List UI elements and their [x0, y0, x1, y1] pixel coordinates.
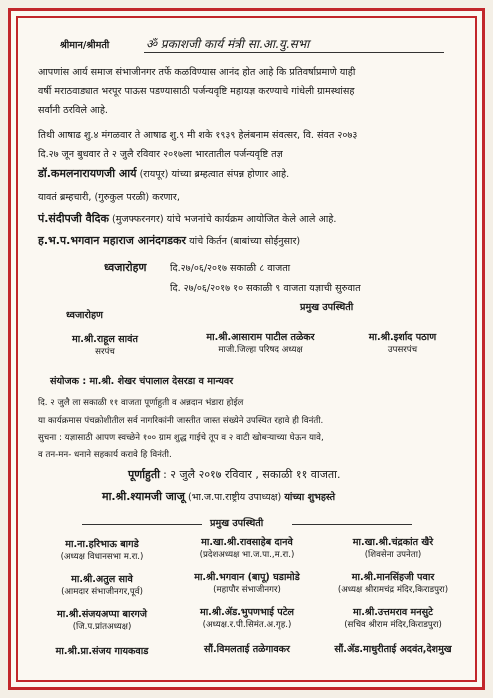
- guest-name: मा.श्री.प्रा.संजय गायकवाड: [55, 646, 149, 657]
- salutation: श्रीमान/श्रीमती: [60, 40, 110, 51]
- dhwaja-line-1: दि.२७/०६/२०१७ सकाळी ८ वाजता: [170, 263, 291, 274]
- bhajan-name: पं.संदीपजी वैदिक: [38, 212, 109, 225]
- heading-rule-right: [292, 524, 412, 525]
- guest-card: [28, 539, 176, 563]
- handwritten-recipient: ॐ प्रकाशजी कार्य मंत्री सा.आ.यु.सभा: [146, 37, 310, 51]
- note-3: सुचना : यज्ञासाठी आपण स्वच्छेने १०० ग्राम शुद्ध गाईचे तूप व २ वाटी खोबऱ्याच्या घेऊन यावे,: [38, 433, 324, 443]
- intro-line-2: वर्षी मराठवाड्यात भरपूर पाऊस पडण्यासाठी पर्जन्यवृष्टि महायज्ञ करण्याचे गांधेली ग्रामस्थांसह: [38, 86, 355, 97]
- scientist-name: डॉ.कमलनारायणजी आर्य: [38, 167, 137, 180]
- person-name: मा.श्री.इर्शाद पठाण: [368, 332, 437, 343]
- intro-line-1: आपणांस आर्य समाज संभाजीनगर तर्फे कळविण्यास आनंद होत आहे कि प्रतिवर्षाप्रमाणे याही: [38, 67, 356, 78]
- guest-card: [172, 607, 322, 631]
- coordinator: संयोजक : मा.श्री. शेखर चंपालाल देसरडा व मान्यवर: [50, 376, 234, 387]
- guest-role: (सचिव श्रीराम मंदिर,किराडपुरा): [344, 620, 442, 630]
- note-2: या कार्यक्रमास पंचक्रोशीतील सर्व नागरिकांनी जास्तीत जास्त संख्येने उपस्थित रहावे ही विनंती.: [38, 416, 324, 426]
- schedule-line-1: तिथी आषाढ शु.४ मंगळवार ते आषाढ शु.९ मी शके १९३९ हेलंबनाम संवत्सर, वि. संवत २०७३: [38, 130, 358, 141]
- guest-role: (अध्यक्ष विधानसभा म.रा.): [60, 552, 144, 562]
- blessing-rest: यांच्या शुभहस्ते: [284, 492, 336, 503]
- purnahuti-label: पूर्णाहुती: [128, 468, 161, 481]
- guest-card: [318, 537, 468, 561]
- role-upsarpanch: [340, 332, 465, 356]
- guest-role: (आमदार संभाजीनगर,पूर्व): [61, 587, 143, 597]
- person-role: माजी.जिल्हा परिषद अध्यक्ष: [218, 345, 303, 355]
- guest-card: [28, 574, 176, 598]
- person-name: मा.श्री.राहूल सावंत: [72, 334, 138, 345]
- guest-card: [318, 644, 468, 656]
- person-name: मा.श्री.आसाराम पाटील तळेकर: [206, 332, 315, 343]
- guest-role: (अध्यक्ष.र.पी.सिमंत.अ.गृह.): [202, 620, 292, 630]
- guest-name: मा.श्री.उत्तमराव मनसुटे: [353, 607, 433, 618]
- guest-name: मा.श्री.संजयअप्पा बारगजे: [57, 609, 147, 620]
- purnahuti-text: : २ जुलै २०१७ रविवार , सकाळी ११ वाजता.: [163, 468, 341, 481]
- intro-line-3: सर्वांनी ठरविले आहे.: [38, 105, 108, 116]
- dhwaja-line-2: दि. २७/०६/२०१७ १० सकाळी ९ वाजता यज्ञाची सुरुवात: [170, 283, 361, 294]
- guest-role: (शिवसेना उपनेता): [364, 550, 422, 560]
- blessing-name: मा.श्री.श्यामजी जाजू: [102, 490, 185, 503]
- guest-name: मा.श्री.ॲड.भुपणभाई पटेल: [199, 607, 295, 618]
- guest-card: [28, 646, 176, 658]
- bhajan-rest: (मुजफ्फरनगर) यांचे भजनांचे कार्यक्रम आयोजित केले आले आहे.: [111, 214, 337, 225]
- name-underline: [144, 52, 444, 53]
- guest-name: मा.श्री.भगवान (बापू) घडामोडे: [194, 572, 300, 583]
- guest-card: [318, 572, 468, 596]
- note-4: व तन-मन- धनाने सहकार्य करावे हि विनंती.: [38, 450, 172, 460]
- guest-role: (महापौर संभाजीनगर): [213, 585, 281, 595]
- guest-name: सौं.ॲड.माधुरीताई अदवंत,देशमुख: [334, 644, 452, 655]
- schedule-line-2: दि.२७ जून बुधवार ते २ जुलै रविवार २०१७ला भारतातील पर्जन्यवृष्टि तज्ञ: [38, 149, 283, 160]
- guest-card: [172, 644, 322, 656]
- guest-name: मा.श्री.अतुल सावे: [71, 574, 133, 585]
- guest-card: [172, 572, 322, 596]
- guest-name: मा.ना.हरिभाऊ बागडे: [65, 539, 139, 550]
- guest-card: [28, 609, 176, 633]
- dhwaja-label: ध्वजारोहण: [104, 261, 147, 274]
- guest-role: (प्रदेशअध्यक्ष भा.ज.पा.,म.रा.): [199, 550, 295, 560]
- guest-name: सौं.विमलताई तळेगावकर: [204, 644, 290, 655]
- person-role: उपसरपंच: [387, 345, 418, 355]
- role-zp: [178, 332, 343, 356]
- person-role: सरपंच: [95, 347, 115, 357]
- brahmachari-line: यावतं ब्रम्हचारी, (गुरुकुल परळी) करणार,: [38, 192, 180, 203]
- dhwaja-heading: ध्वजारोहण: [66, 310, 103, 321]
- note-1: दि. २ जुलै ला सकाळी ११ वाजता पूर्णाहुती व अन्नदान भंडारा होईल: [38, 398, 244, 408]
- guest-name: मा.खा.श्री.चंद्रकांत खैरे: [352, 537, 434, 548]
- guest-role: (अध्यक्ष श्रीरामचंद्र मंदिर,किराडपुरा): [337, 585, 449, 595]
- scientist-rest: (रायपूर) यांच्या ब्रम्हत्वात संपन्न होणार आहे.: [139, 169, 290, 180]
- role-sarpanch: [40, 334, 170, 358]
- heading-rule-left: [82, 524, 202, 525]
- guest-card: [172, 537, 322, 561]
- chief-heading: प्रमुख उपस्थिती: [300, 302, 354, 313]
- guest-name: मा.खा.श्री.रावसाहेब दानवे: [201, 537, 293, 548]
- blessing-detail: (भा.ज.पा.राष्ट्रीय उपाध्यक्ष): [187, 492, 282, 503]
- guest-role: (जि.प.प्रांतअध्यक्ष): [72, 622, 132, 632]
- kirtan-rest: यांचे किर्तन (बाबांच्या सोईनुसार): [189, 236, 301, 247]
- kirtan-name: ह.भ.प.भगवान महाराज आनंदगडकर: [38, 234, 187, 247]
- guest-card: [318, 607, 468, 631]
- guests-heading: प्रमुख उपस्थिती: [210, 518, 264, 529]
- guest-name: मा.श्री.मानसिंहजी पवार: [351, 572, 435, 583]
